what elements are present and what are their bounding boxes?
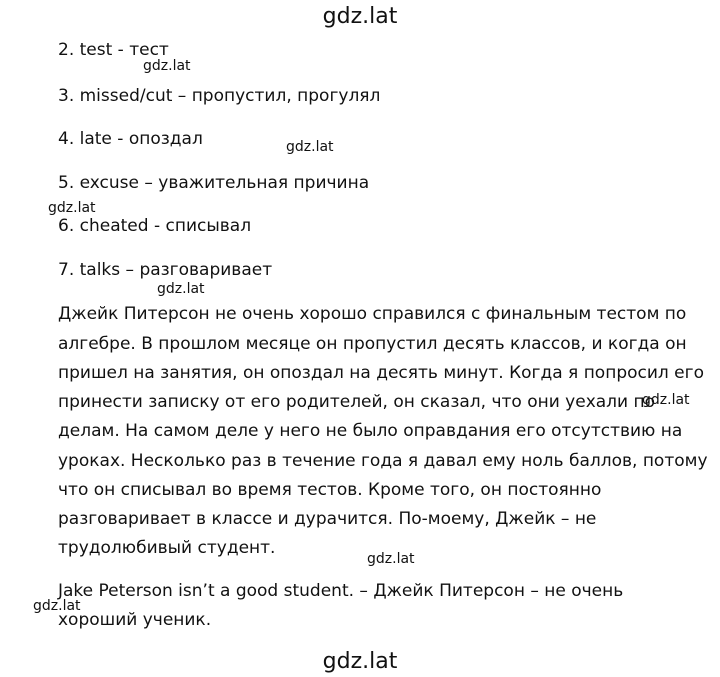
paragraph-line: уроках. Несколько раз в течение года я давал ему ноль баллов, потому (58, 451, 708, 471)
watermark-footer: gdz.lat (322, 649, 398, 674)
answer-item-7: 7. talks – разговаривает (58, 260, 273, 280)
answer-item-6: 6. cheated - списывал (58, 216, 252, 236)
answer-item-2: 2. test - тест (58, 40, 169, 60)
paragraph-line: Джейк Питерсон не очень хорошо справился с финальным тестом по (58, 304, 687, 324)
watermark-small: gdz.lat (286, 139, 334, 155)
paragraph-line: принести записку от его родителей, он сказал, что они уехали по (58, 392, 656, 412)
watermark-small: gdz.lat (367, 551, 415, 567)
paragraph-line: разговаривает в классе и дурачится. По-моему, Джейк – не (58, 509, 597, 529)
closing-line: хороший ученик. (58, 610, 212, 630)
watermark-small: gdz.lat (157, 281, 205, 297)
paragraph-line: делам. На самом деле у него не было оправдания его отсутствию на (58, 421, 683, 441)
answer-item-4: 4. late - опоздал (58, 129, 203, 149)
watermark-small: gdz.lat (642, 392, 690, 408)
watermark-small: gdz.lat (143, 58, 191, 74)
watermark-small: gdz.lat (48, 200, 96, 216)
closing-line: Jake Peterson isn’t a good student. – Джейк Питерсон – не очень (58, 581, 624, 601)
answer-item-3: 3. missed/cut – пропустил, прогулял (58, 86, 381, 106)
answer-item-5: 5. excuse – уважительная причина (58, 173, 370, 193)
watermark-header: gdz.lat (322, 4, 398, 29)
paragraph-line: что он списывал во время тестов. Кроме того, он постоянно (58, 480, 602, 500)
paragraph-line: пришел на занятия, он опоздал на десять минут. Когда я попросил его (58, 363, 704, 383)
paragraph-line: алгебре. В прошлом месяце он пропустил десять классов, и когда он (58, 334, 687, 354)
watermark-small: gdz.lat (33, 598, 81, 614)
paragraph-line: трудолюбивый студент. (58, 538, 276, 558)
